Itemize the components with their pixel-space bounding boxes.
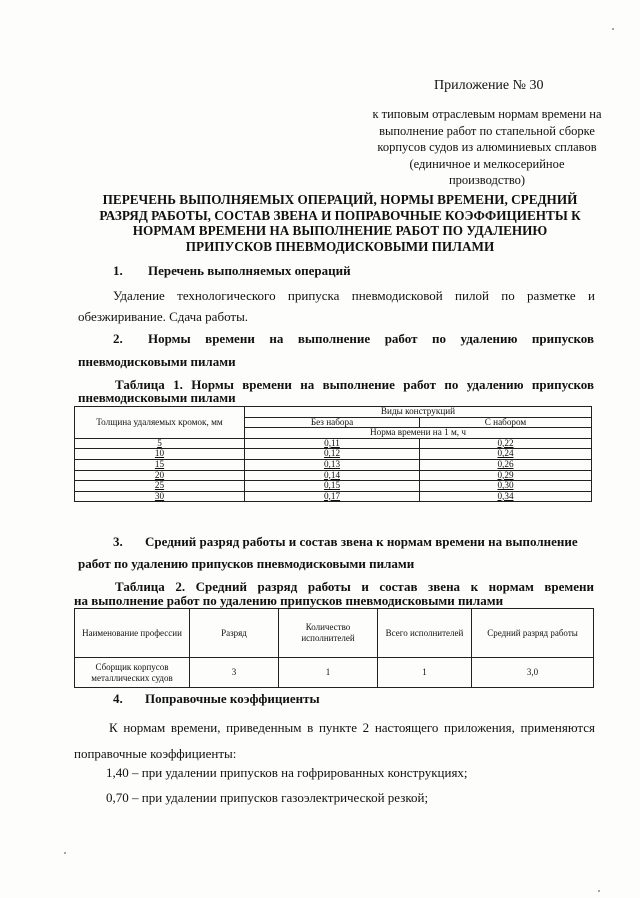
without-cell: 0,17 <box>245 491 420 502</box>
coefficient-item: 0,70 – при удалении припусков газоэлектрической резкой; <box>106 790 429 805</box>
section-2-heading-line2: пневмодисковыми пилами <box>78 354 236 369</box>
scan-speck <box>598 890 600 892</box>
table-1-header-thickness: Толщина удаляемых кромок, мм <box>75 407 245 439</box>
without-cell: 0,13 <box>245 459 420 470</box>
table-row <box>75 481 592 492</box>
thickness-cell: 25 <box>75 481 245 492</box>
table-2 <box>74 608 594 688</box>
table-row <box>75 438 592 449</box>
section-3-heading-line1: Средний разряд работы и состав звена к нормам времени на выполнение <box>145 534 578 549</box>
table-2-header-total: Всего исполнителей <box>378 609 472 658</box>
with-cell: 0,29 <box>420 470 592 481</box>
table-1-header-unit: Норма времени на 1 м, ч <box>245 428 592 439</box>
appendix-title: Приложение № 30 <box>434 78 544 93</box>
profession-cell: Сборщик корпусов металлических судов <box>75 658 190 688</box>
table-1-header-without: Без набора <box>245 417 420 428</box>
avg-grade-cell: 3,0 <box>472 658 594 688</box>
table-2-header-count: Количество исполнителей <box>279 609 378 658</box>
table-1-header-types: Виды конструкций <box>245 407 592 418</box>
section-2-heading-line1: Нормы времени на выполнение работ по удалению припусков <box>148 331 594 346</box>
without-cell: 0,14 <box>245 470 420 481</box>
document-title: ПЕРЕЧЕНЬ ВЫПОЛНЯЕМЫХ ОПЕРАЦИЙ, НОРМЫ ВРЕМЕНИ, СРЕДНИЙ РАЗРЯД РАБОТЫ, СОСТАВ ЗВЕНА И ПОПРАВОЧНЫЕ КОЭФФИЦИЕНТЫ К НОРМАМ ВРЕМЕНИ НА ВЫПОЛНЕНИЕ РАБОТ ПО УДАЛЕНИЮ ПРИПУСКОВ ПНЕВМОДИСКОВЫМИ ПИЛАМИ <box>99 192 581 254</box>
table-row <box>75 491 592 502</box>
section-2-number: 2. <box>113 331 123 346</box>
count-cell: 1 <box>279 658 378 688</box>
with-cell: 0,22 <box>420 438 592 449</box>
with-cell: 0,24 <box>420 449 592 460</box>
with-cell: 0,34 <box>420 491 592 502</box>
scan-speck <box>64 852 66 854</box>
section-4-number: 4. <box>113 691 123 706</box>
section-1-number: 1. <box>113 263 123 278</box>
thickness-cell: 5 <box>75 438 245 449</box>
section-1-text: Удаление технологического припуска пневмодисковой пилой по разметке и обезжиривание. Сдача работы. <box>78 288 595 324</box>
grade-cell: 3 <box>190 658 279 688</box>
table-2-caption-line1: Таблица 2. Средний разряд работы и состав звена к нормам времени <box>115 579 594 594</box>
section-1-heading: Перечень выполняемых операций <box>148 263 351 278</box>
section-4-heading: Поправочные коэффициенты <box>145 691 320 706</box>
thickness-cell: 30 <box>75 491 245 502</box>
table-2-header-profession: Наименование профессии <box>75 609 190 658</box>
appendix-note: к типовым отраслевым нормам времени на выполнение работ по стапельной сборке корпусов судов из алюминиевых сплавов (единичное и мелкосерийное производство) <box>372 107 602 187</box>
total-cell: 1 <box>378 658 472 688</box>
table-1-header-with: С набором <box>420 417 592 428</box>
without-cell: 0,12 <box>245 449 420 460</box>
table-row <box>75 459 592 470</box>
without-cell: 0,11 <box>245 438 420 449</box>
coefficient-item: 1,40 – при удалении припусков на гофрированных конструкциях; <box>106 765 468 780</box>
table-1 <box>74 406 592 502</box>
table-2-header-grade: Разряд <box>190 609 279 658</box>
with-cell: 0,30 <box>420 481 592 492</box>
table-1-caption-line2: пневмодисковыми пилами <box>78 390 236 405</box>
table-1-caption-line1: Таблица 1. Нормы времени на выполнение работ по удалению припусков <box>115 377 594 392</box>
thickness-cell: 20 <box>75 470 245 481</box>
section-3-heading-line2: работ по удалению припусков пневмодисковыми пилами <box>78 556 415 571</box>
scan-speck <box>612 28 614 30</box>
thickness-cell: 15 <box>75 459 245 470</box>
table-2-header-avg-grade: Средний разряд работы <box>472 609 594 658</box>
without-cell: 0,15 <box>245 481 420 492</box>
section-4-intro: К нормам времени, приведенным в пункте 2 настоящего приложения, применяются поправочные коэффициенты: <box>74 720 595 761</box>
table-row <box>75 470 592 481</box>
thickness-cell: 10 <box>75 449 245 460</box>
section-3-number: 3. <box>113 534 123 549</box>
table-row <box>75 658 594 688</box>
table-2-caption-line2: на выполнение работ по удалению припусков пневмодисковыми пилами <box>74 593 504 608</box>
with-cell: 0,26 <box>420 459 592 470</box>
table-row <box>75 449 592 460</box>
